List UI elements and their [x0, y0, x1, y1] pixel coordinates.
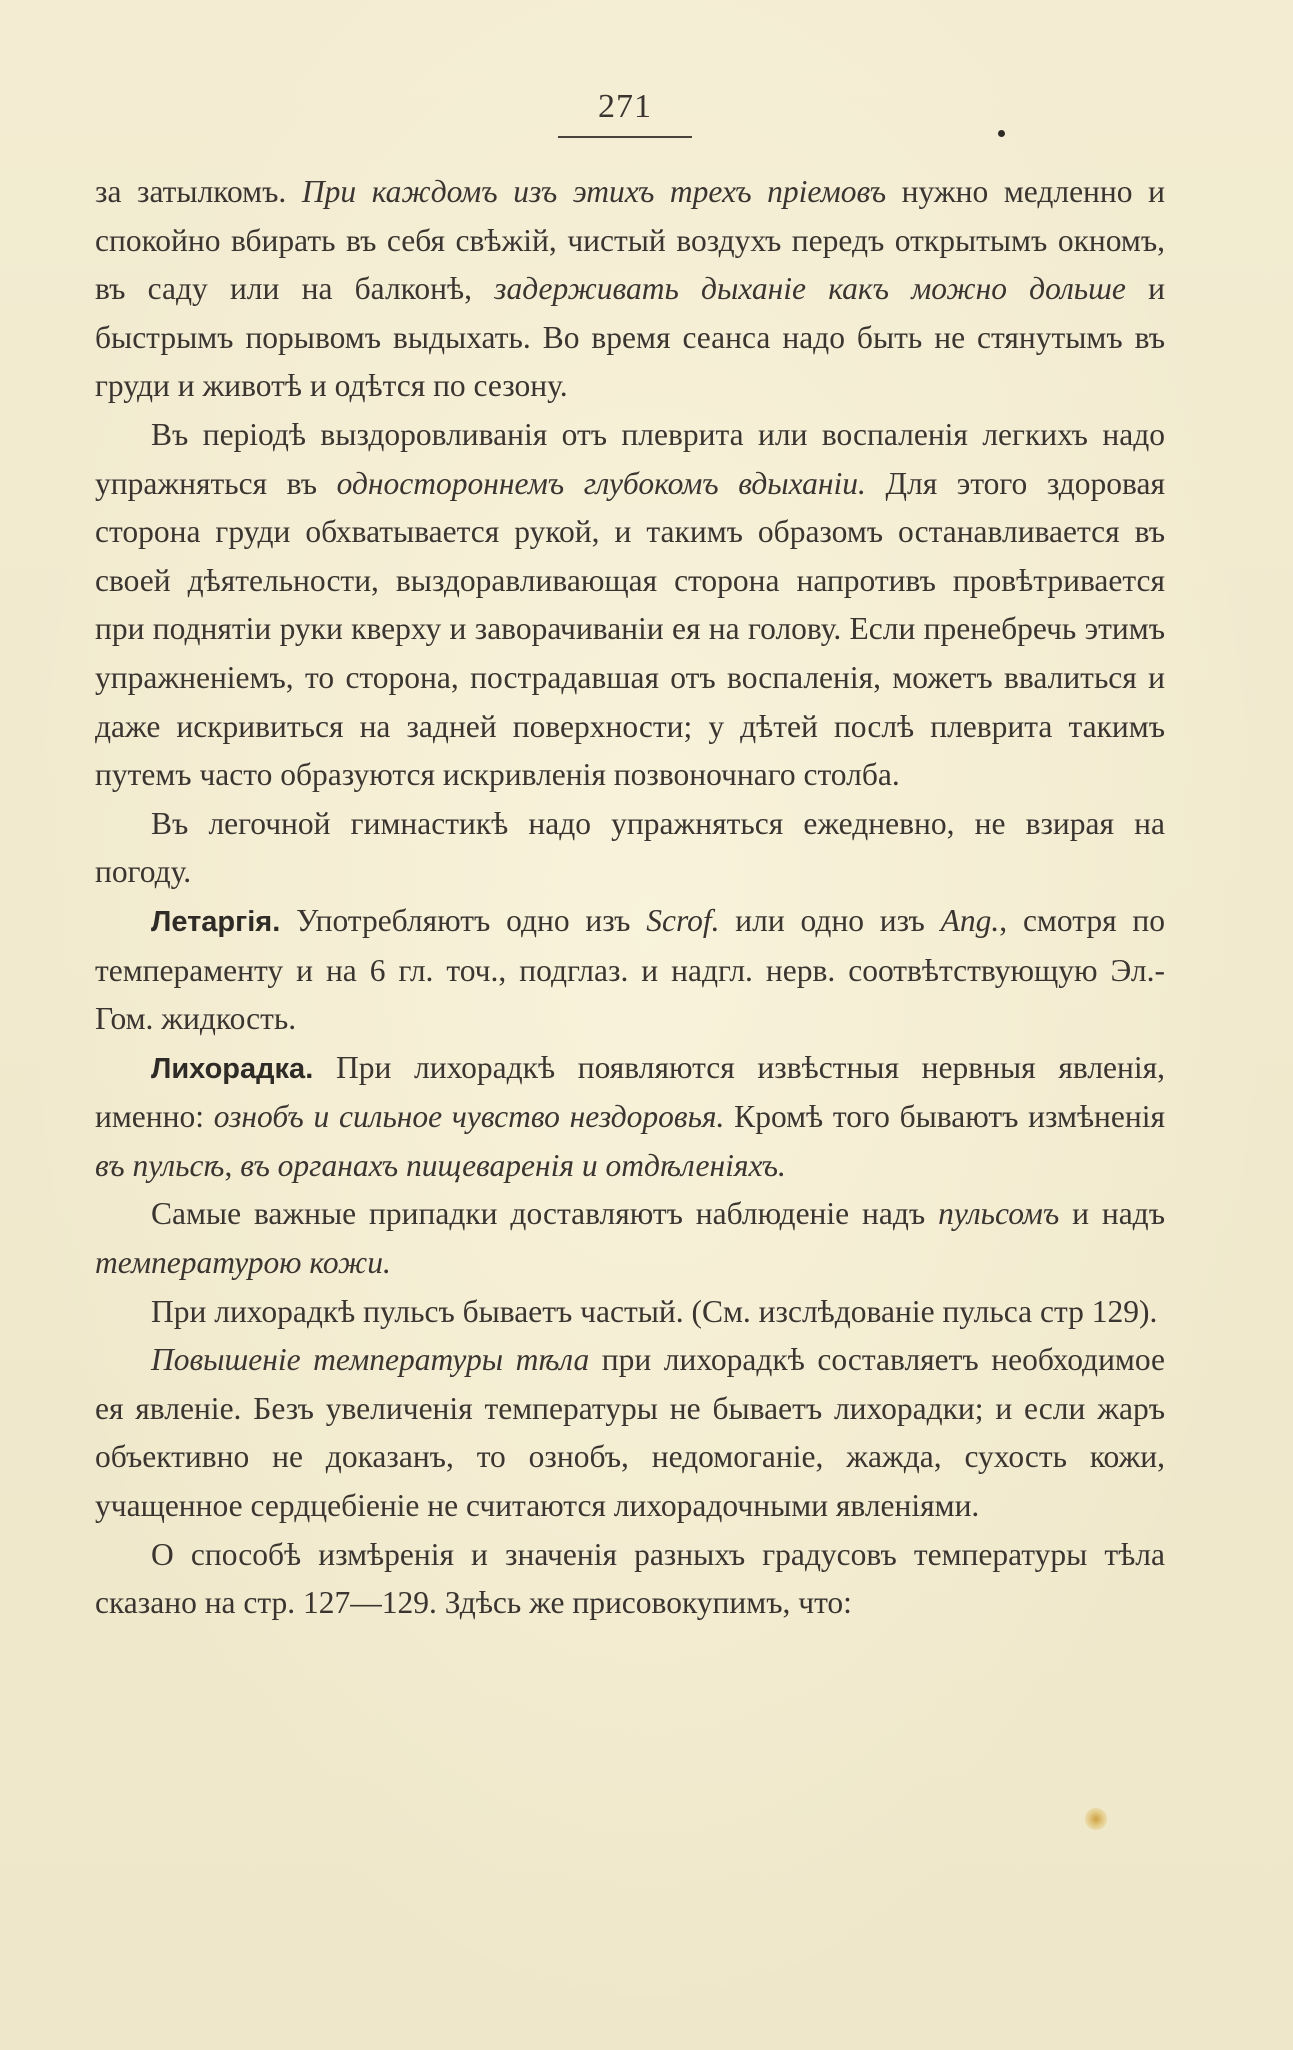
paragraph-p2	[95, 411, 1165, 800]
text-run: , смотря по темпераменту и на 6 гл. точ., подглаз. и надгл. нерв. соотвѣтствующую Эл.-Гом. жидкость.	[95, 902, 1165, 1037]
text-run: за затылкомъ.	[95, 174, 302, 209]
text-run: Кромѣ того бываютъ измѣненія	[724, 1099, 1165, 1135]
paragraph-p3	[95, 800, 1165, 897]
text-run: Въ періодѣ выздоровливанія отъ плеврита или воспаленія легкихъ надо упражняться въ	[95, 416, 1165, 501]
text-run: и быстрымъ порывомъ выдыхать. Во время сеанса надо быть не стянутымъ въ груди и животѣ и одѣтся по сезону.	[95, 271, 1165, 404]
text-run: нужно медленно и спокойно вбирать въ себя свѣжій, чистый воздухъ передъ открытымъ окномъ, въ саду или на балконѣ,	[95, 174, 1165, 307]
italic-emphasis: пульсомъ	[938, 1196, 1060, 1232]
text-run: или одно изъ	[719, 902, 941, 938]
paragraph-p7	[95, 1288, 1165, 1337]
italic-emphasis: въ пульсѣ	[95, 1147, 225, 1183]
text-run: Самые важные припадки доставляютъ наблюденіе надъ	[151, 1196, 939, 1232]
text-run: при лихорадкѣ составляетъ необходимое ея явленіе. Безъ увеличенія температуры не бываетъ лихорадки; и если жаръ объективно не доказанъ, то ознобъ, недомоганіе, жажда, сухость кожи, учащенное сердцебіеніе не считаются лихорадочными явленіями.	[95, 1342, 1165, 1524]
italic-emphasis: одностороннемъ глубокомъ вдыханіи.	[336, 465, 866, 501]
italic-emphasis: Ang.	[940, 902, 1000, 938]
italic-emphasis: ознобъ и сильное чувство нездоровья.	[213, 1099, 725, 1135]
ink-dot	[998, 130, 1005, 137]
italic-emphasis: При каждомъ изъ этихъ трехъ пріемовъ	[301, 174, 887, 209]
body-text	[95, 168, 1165, 1628]
paragraph-p8	[95, 1336, 1165, 1530]
paragraph-p5	[95, 1044, 1165, 1191]
page-number: 271	[598, 88, 652, 125]
paragraph-p1	[95, 168, 1165, 411]
paragraph-p6	[95, 1190, 1165, 1287]
italic-emphasis: Scrof.	[646, 902, 720, 938]
header-rule	[558, 136, 692, 138]
text-run: О способѣ измѣренія и значенія разныхъ градусовъ температуры тѣла сказано на стр. 127—129. Здѣсь же присовокупимъ, что:	[95, 1536, 1165, 1621]
paper-stain	[1085, 1808, 1107, 1830]
italic-emphasis: задерживать дыханіе какъ можно дольше	[494, 271, 1126, 307]
text-run: Для этого здоровая сторона груди обхватывается рукой, и такимъ образомъ останавливается въ своей дѣятельности, выздоравливающая сторона напротивъ провѣтривается при поднятіи руки кверху и заворачиваніи ея на голову. Если пренебречь этимъ упражненіемъ, то сторона, пострадавшая отъ воспаленія, можетъ ввалиться и даже искривиться на задней поверхности; у дѣтей послѣ плеврита такимъ путемъ часто образуются искривленія позвоночнаго столба.	[95, 465, 1165, 793]
entry-heading: Летаргія.	[151, 905, 281, 938]
text-run: ,	[224, 1147, 241, 1183]
text-run: Употребляютъ одно изъ	[280, 902, 647, 938]
italic-emphasis: температурою кожи.	[95, 1245, 391, 1281]
text-run: При лихорадкѣ появляются извѣстныя нервныя явленія, именно:	[95, 1049, 1165, 1135]
paragraph-p9	[95, 1531, 1165, 1628]
text-run: При лихорадкѣ пульсъ бываетъ частый. (См. изслѣдованіе пульса стр 129).	[151, 1293, 1158, 1329]
text-run: и надъ	[1059, 1196, 1165, 1232]
italic-emphasis: въ органахъ пищеваренія и отдѣленіяхъ.	[240, 1147, 786, 1183]
italic-emphasis: Повышеніе температуры тѣла	[151, 1342, 590, 1378]
paragraph-p4	[95, 897, 1165, 1044]
entry-heading: Лихорадка.	[151, 1052, 314, 1085]
text-run: Въ легочной гимнастикѣ надо упражняться ежедневно, не взирая на погоду.	[95, 805, 1165, 890]
